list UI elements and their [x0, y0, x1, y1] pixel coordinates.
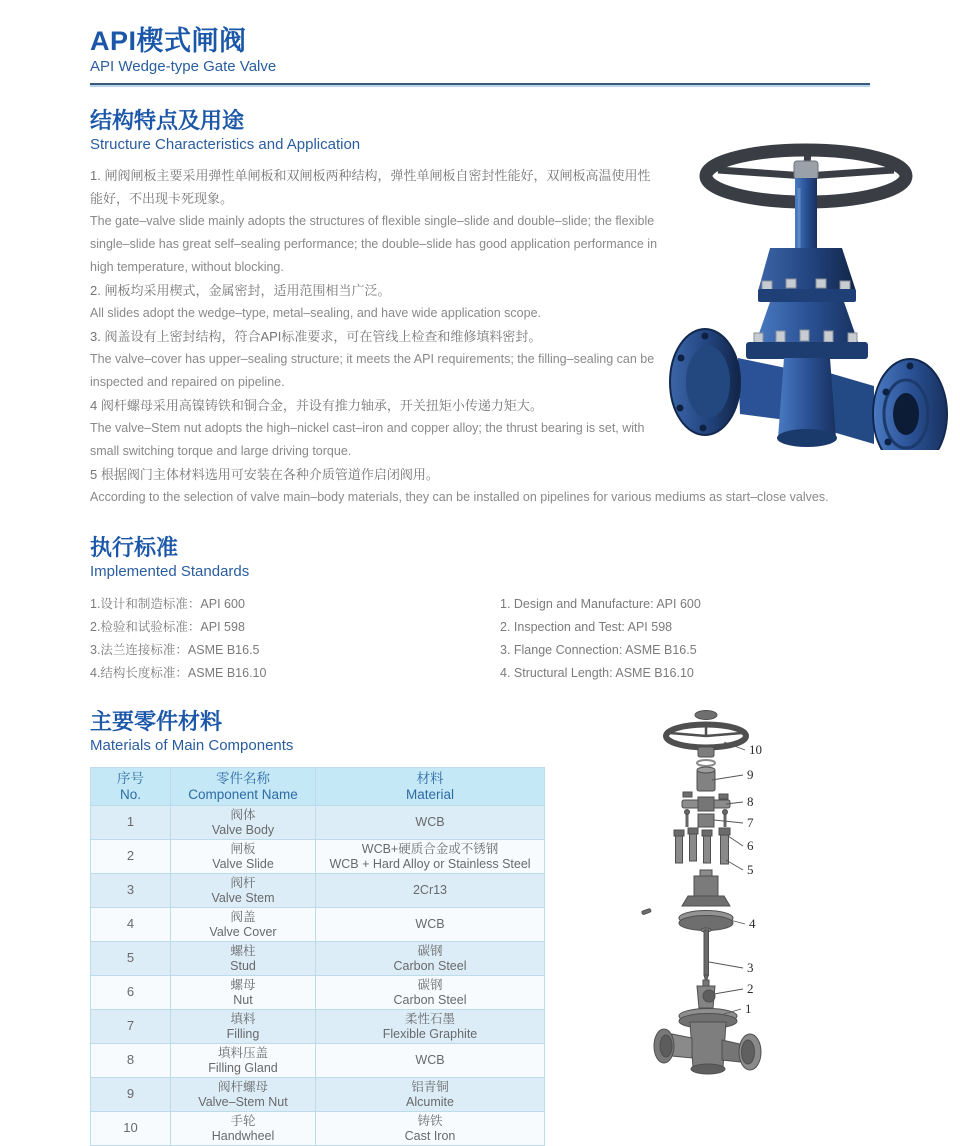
structure-paragraph-en: The gate–valve slide mainly adopts the structures of flexible single–slide and double–slide; the flexible single–slide has great self–sealing performance; the double–slide has good application performance in high temperature, without blocking.	[90, 214, 658, 274]
header-material-en: Material	[405, 786, 454, 802]
filling-part	[685, 810, 728, 828]
materials-table-body	[91, 805, 544, 1145]
cell-no	[91, 1010, 171, 1043]
materials-table-header	[91, 768, 544, 805]
material-en: WCB	[415, 1053, 445, 1068]
cell-material	[316, 874, 544, 907]
cell-component-name	[171, 874, 316, 907]
material-en: Carbon Steel	[393, 958, 467, 973]
cell-no	[91, 1078, 171, 1111]
cell-component-name	[171, 806, 316, 839]
cell-no	[91, 840, 171, 873]
header-no-en: No.	[119, 786, 141, 802]
material-zh: 碳钢	[417, 978, 443, 992]
material-en: Alcumite	[406, 1094, 454, 1109]
cell-material	[316, 1010, 544, 1043]
section-standards	[90, 535, 870, 685]
materials-heading-en: Materials of Main Components	[90, 737, 294, 754]
callout-9: 9	[747, 767, 754, 782]
standard-item-zh: 2.检验和试验标准：API 598	[90, 620, 245, 634]
component-name-zh: 阀盖	[230, 910, 256, 924]
component-name-en: Handwheel	[211, 1128, 275, 1143]
cell-material	[316, 806, 544, 839]
cell-no-value: 7	[126, 1018, 135, 1034]
table-row	[91, 839, 544, 873]
nut-and-stud-parts	[674, 828, 730, 864]
standards-heading-zh: 执行标准	[90, 535, 179, 560]
structure-paragraph-zh: 3. 阀盖设有上密封结构，符合API标准要求，可在管线上检查和维修填料密封。	[90, 329, 542, 344]
callout-2: 2	[747, 981, 754, 996]
cell-component-name	[171, 1044, 316, 1077]
standards-columns	[90, 593, 870, 685]
standards-list-en	[500, 593, 701, 685]
cell-material	[316, 908, 544, 941]
structure-paragraph-en: The valve–cover has upper–sealing structure; it meets the API requirements; the filling–sealing can be inspected and repaired on pipeline.	[90, 352, 655, 389]
material-en: Cast Iron	[404, 1128, 456, 1143]
cell-component-name	[171, 942, 316, 975]
component-name-en: Valve Slide	[212, 856, 274, 871]
material-en: WCB	[415, 917, 445, 932]
cell-material	[316, 942, 544, 975]
page-title-zh: API楔式闸阀	[90, 26, 247, 56]
materials-table	[90, 767, 545, 1146]
page-title-en: API Wedge-type Gate Valve	[90, 58, 277, 75]
standard-item-zh: 4.结构长度标准：ASME B16.10	[90, 666, 267, 680]
cell-component-name	[171, 1010, 316, 1043]
valve-stem-part	[701, 928, 711, 982]
standard-item-en: 4. Structural Length: ASME B16.10	[500, 666, 694, 680]
cell-no-value: 1	[126, 814, 135, 830]
material-zh: 铝青铜	[411, 1080, 449, 1094]
cell-material	[316, 1044, 544, 1077]
component-name-zh: 螺母	[230, 978, 256, 992]
cell-material	[316, 840, 544, 873]
material-zh: 铸铁	[417, 1114, 443, 1128]
exploded-parts	[642, 711, 761, 1075]
table-row	[91, 1111, 544, 1145]
cell-no-value: 3	[126, 882, 135, 898]
material-zh: 柔性石墨	[404, 1012, 455, 1026]
callout-3: 3	[747, 960, 754, 975]
structure-heading-en: Structure Characteristics and Application	[90, 136, 361, 153]
standards-heading-en: Implemented Standards	[90, 563, 250, 580]
cell-component-name	[171, 840, 316, 873]
standard-item-en: 3. Flange Connection: ASME B16.5	[500, 643, 697, 657]
callout-6: 6	[747, 838, 754, 853]
material-en: 2Cr13	[412, 883, 448, 898]
callout-5: 5	[747, 862, 754, 877]
valve-photo-illustration	[658, 130, 958, 450]
component-name-zh: 填料压盖	[217, 1046, 268, 1060]
table-row	[91, 873, 544, 907]
stem-nut-part	[697, 767, 715, 791]
callout-8: 8	[747, 794, 754, 809]
cell-no-value: 4	[126, 916, 135, 932]
component-name-en: Valve Cover	[209, 924, 277, 939]
component-name-zh: 闸板	[230, 842, 256, 856]
standard-item-en: 1. Design and Manufacture: API 600	[500, 597, 701, 611]
header-cell-name	[171, 768, 316, 805]
valve-product-photo	[658, 130, 958, 450]
cell-no	[91, 908, 171, 941]
header-material-zh: 材料	[416, 770, 444, 786]
structure-paragraph-en: The valve–Stem nut adopts the high–nickel cast–iron and copper alloy; the thrust bearing is set, with small switching torque and large driving torque.	[90, 421, 645, 458]
component-name-zh: 螺柱	[230, 944, 256, 958]
component-name-zh: 填料	[230, 1012, 256, 1026]
cell-no	[91, 806, 171, 839]
table-row	[91, 941, 544, 975]
header-name-zh: 零件名称	[216, 770, 270, 786]
valve-slide-part	[697, 980, 715, 1008]
cell-material	[316, 1078, 544, 1111]
cell-material	[316, 976, 544, 1009]
cell-no-value: 2	[126, 848, 135, 864]
cell-no	[91, 976, 171, 1009]
structure-paragraph-en: All slides adopt the wedge–type, metal–sealing, and have wide application scope.	[90, 306, 541, 320]
callout-numbers	[745, 742, 762, 1016]
cell-material	[316, 1112, 544, 1145]
material-zh: WCB+硬质合金或不锈钢	[361, 842, 499, 856]
callout-4: 4	[749, 916, 756, 931]
cell-no	[91, 874, 171, 907]
material-en: WCB	[415, 815, 445, 830]
valve-body-part	[654, 1009, 761, 1075]
callout-10: 10	[749, 742, 762, 757]
material-en: Carbon Steel	[393, 992, 467, 1007]
structure-paragraph-zh: 2. 闸板均采用楔式，金属密封，适用范围相当广泛。	[90, 283, 391, 298]
standards-list-zh	[90, 593, 500, 685]
cell-no-value: 9	[126, 1086, 135, 1102]
cell-component-name	[171, 976, 316, 1009]
material-en: Flexible Graphite	[382, 1026, 478, 1041]
cell-no	[91, 1044, 171, 1077]
cell-component-name	[171, 1078, 316, 1111]
structure-paragraph-zh: 4 阀杆螺母采用高镍铸铁和铜合金，并设有推力轴承，开关扭矩小传递力矩大。	[90, 398, 543, 413]
structure-heading-zh: 结构特点及用途	[90, 108, 245, 133]
structure-paragraph-zh: 1. 闸阀闸板主要采用弹性单闸板和双闸板两种结构，弹性单闸板自密封性能好，双闸板高温使用性能好，不出现卡死现象。	[90, 168, 651, 206]
valve-cover-part	[642, 870, 733, 931]
exploded-parts-diagram	[628, 700, 960, 1098]
callout-1: 1	[745, 1001, 752, 1016]
component-name-en: Valve Stem	[211, 890, 275, 905]
table-row	[91, 805, 544, 839]
exploded-diagram-illustration	[628, 700, 960, 1098]
cell-component-name	[171, 1112, 316, 1145]
material-zh: 碳钢	[417, 944, 443, 958]
component-name-en: Valve–Stem Nut	[198, 1094, 288, 1109]
table-row	[91, 1009, 544, 1043]
header-cell-material	[316, 768, 544, 805]
header-no-zh: 序号	[117, 770, 144, 786]
component-name-en: Nut	[233, 992, 253, 1007]
component-name-zh: 阀体	[230, 808, 256, 822]
handwheel-part	[666, 725, 746, 758]
cell-no-value: 10	[123, 1120, 138, 1136]
table-row	[91, 975, 544, 1009]
materials-heading-zh: 主要零件材料	[90, 709, 223, 734]
structure-paragraph-en: According to the selection of valve main–body materials, they can be installed on pipelines for various mediums as start–close valves.	[90, 490, 829, 504]
doc-header	[90, 0, 870, 87]
structure-paragraph-zh: 5 根据阀门主体材料选用可安装在各种介质管道作启闭阀用。	[90, 467, 439, 482]
component-name-en: Filling	[226, 1026, 260, 1041]
title-rule	[90, 83, 870, 87]
table-row	[91, 907, 544, 941]
component-name-zh: 手轮	[230, 1114, 256, 1128]
table-row	[91, 1077, 544, 1111]
cell-no-value: 8	[126, 1052, 135, 1068]
header-cell-no	[91, 768, 171, 805]
cell-no	[91, 1112, 171, 1145]
component-name-en: Filling Gland	[208, 1060, 278, 1075]
title-rule-light-line	[90, 85, 870, 87]
cell-component-name	[171, 908, 316, 941]
callout-7: 7	[747, 815, 754, 830]
standard-item-zh: 1.设计和制造标准：API 600	[90, 597, 245, 611]
component-name-en: Valve Body	[211, 822, 275, 837]
table-row	[91, 1043, 544, 1077]
cell-no	[91, 942, 171, 975]
cell-no-value: 6	[126, 984, 135, 1000]
component-name-en: Stud	[230, 958, 256, 973]
standard-item-en: 2. Inspection and Test: API 598	[500, 620, 673, 634]
component-name-zh: 阀杆	[230, 876, 256, 890]
component-name-zh: 阀杆螺母	[217, 1080, 268, 1094]
standard-item-zh: 3.法兰连接标准：ASME B16.5	[90, 643, 260, 657]
cell-no-value: 5	[126, 950, 135, 966]
header-name-en: Component Name	[188, 786, 298, 802]
material-en: WCB + Hard Alloy or Stainless Steel	[329, 856, 531, 871]
